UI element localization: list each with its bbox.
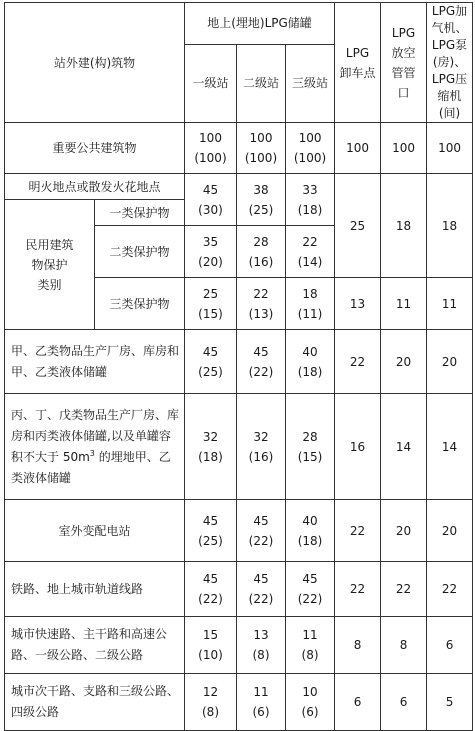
cell-vent: 100 <box>381 123 427 174</box>
cell-grade-1: 45 (25) <box>185 330 237 394</box>
row-label: 城市次干路、支路和三级公路、四级公路 <box>5 674 185 731</box>
cell-unload: 22 <box>335 330 381 394</box>
table-row <box>5 674 473 731</box>
cell-grade-1: 45 (30) <box>185 174 237 226</box>
cell-vent: 22 <box>381 562 427 617</box>
cell-grade-2: 11 (6) <box>237 674 286 731</box>
row-sub-label: 三类保护物 <box>95 278 185 330</box>
row-label: 甲、乙类物品生产厂房、库房和甲、乙类液体储罐 <box>5 330 185 394</box>
cell-unload: 6 <box>335 674 381 731</box>
table-row <box>5 617 473 674</box>
cell-vent: 11 <box>381 278 427 330</box>
cell-vent: 20 <box>381 330 427 394</box>
cell-grade-2: 32 (16) <box>237 394 286 500</box>
cell-unload: 8 <box>335 617 381 674</box>
cell-vent: 6 <box>381 674 427 731</box>
protect-category-label: 民用建筑 物保护 类别 <box>5 200 95 330</box>
table-row <box>5 123 473 174</box>
header-row-1 <box>5 3 473 45</box>
row-label-superscript: 3 <box>89 448 95 458</box>
cell-grade-3: 45 (22) <box>286 562 335 617</box>
cell-grade-2: 45 (22) <box>237 330 286 394</box>
cell-grade-1: 32 (18) <box>185 394 237 500</box>
cell-grade-3: 33 (18) <box>286 174 335 226</box>
cell-grade-3: 100 (100) <box>286 123 335 174</box>
row-label <box>5 394 185 500</box>
table-row <box>5 394 473 500</box>
cell-unload: 25 <box>335 174 381 278</box>
header-site-building: 站外建(构)筑物 <box>5 3 185 123</box>
cell-dispenser: 20 <box>427 500 473 562</box>
row-sub-label: 二类保护物 <box>95 226 185 278</box>
row-label: 室外变配电站 <box>5 500 185 562</box>
cell-unload: 100 <box>335 123 381 174</box>
header-grade-2: 二级站 <box>237 44 286 122</box>
cell-grade-3: 28 (15) <box>286 394 335 500</box>
cell-dispenser: 5 <box>427 674 473 731</box>
cell-grade-2: 28 (16) <box>237 226 286 278</box>
row-label-text: 丙、丁、戊类物品生产厂房、库房和丙类液体储罐,以及单罐容积不大于 50m <box>11 407 180 464</box>
header-dispenser: LPG加 气机、 LPG泵 (房)、 LPG压 缩机(间) <box>427 3 473 123</box>
cell-vent: 14 <box>381 394 427 500</box>
cell-grade-1: 25 (15) <box>185 278 237 330</box>
cell-grade-2: 45 (22) <box>237 500 286 562</box>
row-label: 铁路、地上城市轨道线路 <box>5 562 185 617</box>
row-label: 城市快速路、主干路和高速公路、一级公路、二级公路 <box>5 617 185 674</box>
cell-grade-1: 15 (10) <box>185 617 237 674</box>
cell-grade-2: 100 (100) <box>237 123 286 174</box>
cell-vent: 8 <box>381 617 427 674</box>
header-unload-point: LPG 卸车点 <box>335 3 381 123</box>
header-vent-pipe: LPG 放空 管管 口 <box>381 3 427 123</box>
cell-dispenser: 20 <box>427 330 473 394</box>
cell-dispenser: 18 <box>427 174 473 278</box>
cell-grade-1: 45 (22) <box>185 562 237 617</box>
table-row <box>5 500 473 562</box>
table-row <box>5 562 473 617</box>
cell-unload: 22 <box>335 500 381 562</box>
header-grade-1: 一级站 <box>185 44 237 122</box>
cell-grade-1: 100 (100) <box>185 123 237 174</box>
cell-grade-1: 45 (25) <box>185 500 237 562</box>
lpg-distance-table <box>4 2 473 731</box>
cell-grade-2: 45 (22) <box>237 562 286 617</box>
cell-grade-3: 40 (18) <box>286 500 335 562</box>
cell-unload: 13 <box>335 278 381 330</box>
cell-grade-2: 38 (25) <box>237 174 286 226</box>
row-sub-label: 一类保护物 <box>95 200 185 226</box>
cell-grade-3: 18 (11) <box>286 278 335 330</box>
cell-dispenser: 14 <box>427 394 473 500</box>
row-label-text-end: 的埋地甲、乙类液体储罐 <box>11 449 171 485</box>
cell-grade-1: 35 (20) <box>185 226 237 278</box>
header-tank-group: 地上(埋地)LPG储罐 <box>185 3 335 45</box>
header-grade-3: 三级站 <box>286 44 335 122</box>
cell-dispenser: 11 <box>427 278 473 330</box>
cell-dispenser: 22 <box>427 562 473 617</box>
cell-vent: 18 <box>381 174 427 278</box>
cell-vent: 20 <box>381 500 427 562</box>
table-row <box>5 174 473 200</box>
cell-grade-1: 12 (8) <box>185 674 237 731</box>
row-label: 明火地点或散发火花地点 <box>5 174 185 200</box>
cell-grade-2: 22 (13) <box>237 278 286 330</box>
cell-grade-3: 11 (8) <box>286 617 335 674</box>
cell-dispenser: 6 <box>427 617 473 674</box>
table-row <box>5 330 473 394</box>
row-label: 重要公共建筑物 <box>5 123 185 174</box>
cell-dispenser: 100 <box>427 123 473 174</box>
cell-grade-2: 13 (8) <box>237 617 286 674</box>
cell-unload: 16 <box>335 394 381 500</box>
cell-unload: 22 <box>335 562 381 617</box>
cell-grade-3: 10 (6) <box>286 674 335 731</box>
cell-grade-3: 22 (14) <box>286 226 335 278</box>
cell-grade-3: 40 (18) <box>286 330 335 394</box>
